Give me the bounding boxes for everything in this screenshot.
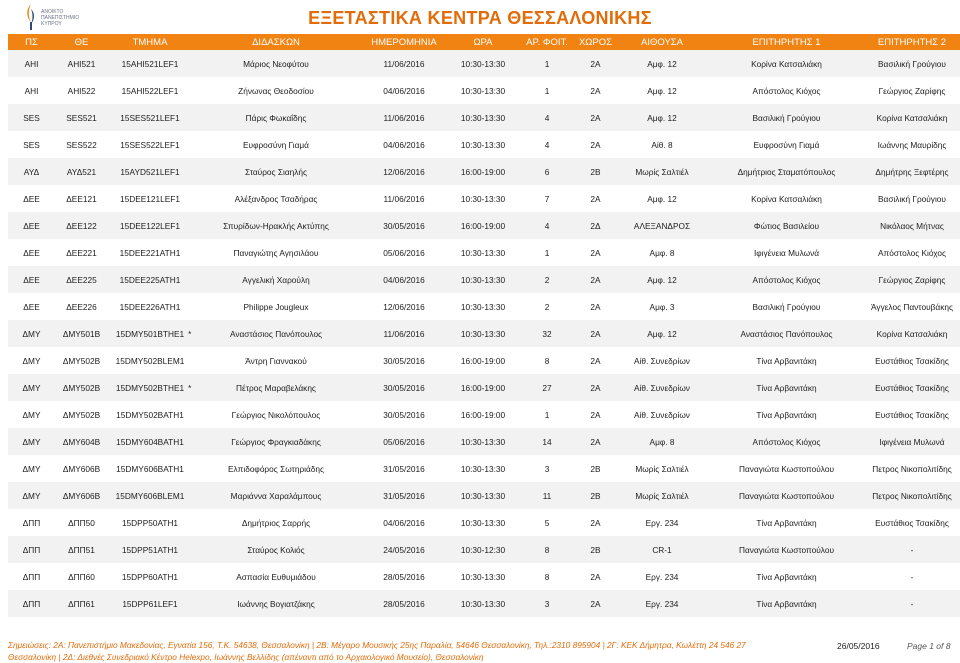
date-cell: 30/05/2016 [360, 212, 448, 239]
supervisor1-cell: Παναγιώτα Κωστοπούλου [709, 455, 864, 482]
supervisor2-cell: - [864, 590, 960, 617]
page-title: ΕΞΕΤΑΣΤΙΚΑ ΚΕΝΤΡΑ ΘΕΣΣΑΛΟΝΙΚΗΣ [308, 8, 652, 28]
xoros-cell: 2Β [576, 482, 615, 509]
time-cell: 16:00-19:00 [448, 347, 518, 374]
students-cell: 27 [518, 374, 576, 401]
tmima-code: 15DEE121LEF1 [120, 193, 180, 204]
supervisor2-cell: Απόστολος Κιόχος [864, 239, 960, 266]
students-cell: 8 [518, 536, 576, 563]
tmima-code: 15DMY606BLEM1 [115, 490, 185, 501]
supervisor2-cell: Πετρος Νικοπολιτίδης [864, 482, 960, 509]
the-cell: ΔΕΕ122 [55, 212, 108, 239]
time-cell: 10:30-13:30 [448, 266, 518, 293]
tmima-cell [108, 428, 192, 455]
supervisor2-cell: - [864, 563, 960, 590]
tmima-cell [108, 239, 192, 266]
xoros-cell: 2Α [576, 509, 615, 536]
table-row [8, 428, 960, 455]
column-header: ΕΠΙΤΗΡΗΤΗΣ 2 [864, 34, 960, 50]
ps-cell: ΔΜΥ [8, 482, 55, 509]
the-cell: SES521 [55, 104, 108, 131]
ps-cell: ΔΜΥ [8, 374, 55, 401]
table-row [8, 50, 960, 77]
students-cell: 2 [518, 293, 576, 320]
aithousa-cell: Αμφ. 8 [615, 428, 709, 455]
ps-cell: ΔΕΕ [8, 266, 55, 293]
xoros-cell: 2Α [576, 239, 615, 266]
didaskon-cell: Άντρη Γιαννακού [192, 347, 360, 374]
students-cell: 1 [518, 50, 576, 77]
table-row [8, 293, 960, 320]
didaskon-cell: Παναγιώτης Αγησιλάου [192, 239, 360, 266]
tmima-code: 15DMY502BTHE1 [115, 382, 185, 393]
time-cell: 10:30-13:30 [448, 563, 518, 590]
tmima-code: 15ΑΗΙ521LEF1 [121, 58, 179, 69]
table-row [8, 131, 960, 158]
ps-cell: ΑΥΔ [8, 158, 55, 185]
tmima-code: 15AYD521LEF1 [120, 166, 180, 177]
xoros-cell: 2Α [576, 320, 615, 347]
time-cell: 16:00-19:00 [448, 158, 518, 185]
supervisor2-cell: Ευστάθιος Τσακίδης [864, 347, 960, 374]
didaskon-cell: Γεώργιος Νικολόπουλος [192, 401, 360, 428]
tmima-cell [108, 320, 192, 347]
tmima-code: 15DEE226ATH1 [119, 301, 181, 312]
supervisor1-cell: Παναγιώτα Κωστοπούλου [709, 482, 864, 509]
tmima-cell [108, 563, 192, 590]
xoros-cell: 2Β [576, 158, 615, 185]
aithousa-cell: Μωρίς Σαλτιέλ [615, 455, 709, 482]
tmima-code: 15DPP60ATH1 [121, 571, 179, 582]
ps-cell: ΔΕΕ [8, 185, 55, 212]
page-number: Page 1 of 8 [907, 641, 951, 651]
time-cell: 16:00-19:00 [448, 374, 518, 401]
time-cell: 10:30-13:30 [448, 50, 518, 77]
the-cell: ΔΜΥ606Β [55, 482, 108, 509]
students-cell: 1 [518, 401, 576, 428]
date-cell: 11/06/2016 [360, 104, 448, 131]
date-cell: 04/06/2016 [360, 77, 448, 104]
table-row [8, 455, 960, 482]
supervisor1-cell: Τίνα Αρβανιτάκη [709, 509, 864, 536]
ps-cell: ΔΜΥ [8, 320, 55, 347]
ps-cell: SES [8, 104, 55, 131]
aithousa-cell: Μωρίς Σαλτιέλ [615, 158, 709, 185]
xoros-cell: 2Α [576, 131, 615, 158]
students-cell: 32 [518, 320, 576, 347]
table-row [8, 266, 960, 293]
column-header: ΩΡΑ [448, 34, 518, 50]
date-cell: 12/06/2016 [360, 293, 448, 320]
supervisor1-cell: Απόστολος Κιόχος [709, 77, 864, 104]
logo-line: ΚΥΠΡΟΥ [41, 21, 62, 27]
table-row [8, 563, 960, 590]
ps-cell: ΔΜΥ [8, 401, 55, 428]
aithousa-cell: Εργ. 234 [615, 590, 709, 617]
the-cell: ΔΕΕ121 [55, 185, 108, 212]
date-cell: 24/05/2016 [360, 536, 448, 563]
time-cell: 10:30-13:30 [448, 131, 518, 158]
ps-cell: ΑΗΙ [8, 77, 55, 104]
supervisor2-cell: Ευστάθιος Τσακίδης [864, 401, 960, 428]
time-cell: 10:30-13:30 [448, 428, 518, 455]
date-cell: 11/06/2016 [360, 320, 448, 347]
students-cell: 4 [518, 212, 576, 239]
tmima-cell [108, 185, 192, 212]
logo-line: ΑΝΟΙΚΤΟ [41, 9, 64, 15]
time-cell: 10:30-12:30 [448, 536, 518, 563]
supervisor1-cell: Ευφροσύνη Γιαμά [709, 131, 864, 158]
supervisor2-cell: Πετρος Νικοπολιτίδης [864, 455, 960, 482]
aithousa-cell: Εργ. 234 [615, 563, 709, 590]
didaskon-cell: Αγγελική Χαρούλη [192, 266, 360, 293]
tmima-code: 15DMY502BATH1 [116, 409, 184, 420]
supervisor2-cell: Γεώργιος Ζαρίφης [864, 77, 960, 104]
students-cell: 5 [518, 509, 576, 536]
column-header: ΠΣ [8, 34, 55, 50]
supervisor2-cell: Ιωάννης Μαυρίδης [864, 131, 960, 158]
supervisor1-cell: Τίνα Αρβανιτάκη [709, 590, 864, 617]
aithousa-cell: Αμφ. 12 [615, 104, 709, 131]
tmima-cell [108, 401, 192, 428]
table-row [8, 158, 960, 185]
tmima-code: 15DPP61LEF1 [122, 598, 178, 609]
supervisor2-cell: Άγγελος Παντουβάκης [864, 293, 960, 320]
tmima-cell [108, 77, 192, 104]
students-cell: 1 [518, 239, 576, 266]
didaskon-cell: Αλέξανδρος Τσαδήρας [192, 185, 360, 212]
tmima-code: 15DMY502BLEM1 [115, 355, 185, 366]
supervisor1-cell: Τίνα Αρβανιτάκη [709, 347, 864, 374]
tmima-code: 15DMY604BATH1 [116, 436, 184, 447]
students-cell: 6 [518, 158, 576, 185]
students-cell: 4 [518, 104, 576, 131]
table-row [8, 536, 960, 563]
xoros-cell: 2Α [576, 266, 615, 293]
aithousa-cell: Αμφ. 3 [615, 293, 709, 320]
aithousa-cell: Αμφ. 12 [615, 77, 709, 104]
didaskon-cell: Ζήνωνας Θεοδοσίου [192, 77, 360, 104]
the-cell: ΔΜΥ502Β [55, 401, 108, 428]
supervisor2-cell: Κορίνα Κατσαλιάκη [864, 104, 960, 131]
supervisor2-cell: Ευστάθιος Τσακίδης [864, 374, 960, 401]
the-cell: ΔΠΠ51 [55, 536, 108, 563]
column-header: ΧΩΡΟΣ [576, 34, 615, 50]
the-cell: ΔΠΠ60 [55, 563, 108, 590]
supervisor1-cell: Φώτιος Βασιλείου [709, 212, 864, 239]
supervisor1-cell: Τίνα Αρβανιτάκη [709, 563, 864, 590]
tmima-cell [108, 131, 192, 158]
date-cell: 30/05/2016 [360, 374, 448, 401]
didaskon-cell: Δημήτριος Σαρρής [192, 509, 360, 536]
ps-cell: ΔΜΥ [8, 428, 55, 455]
tmima-cell [108, 212, 192, 239]
didaskon-cell: Πάρις Φωκαΐδης [192, 104, 360, 131]
tmima-cell [108, 590, 192, 617]
xoros-cell: 2Α [576, 185, 615, 212]
tmima-cell [108, 536, 192, 563]
tmima-cell [108, 293, 192, 320]
supervisor2-cell: Ευστάθιος Τσακίδης [864, 509, 960, 536]
tmima-code: 15DEE221ATH1 [119, 247, 181, 258]
xoros-cell: 2Α [576, 347, 615, 374]
tmima-code: 15DEE122LEF1 [120, 220, 180, 231]
tmima-code: 15SES521LEF1 [120, 112, 180, 123]
didaskon-cell: Αναστάσιος Πανόπουλος [192, 320, 360, 347]
ps-cell: ΔΕΕ [8, 239, 55, 266]
students-cell: 8 [518, 563, 576, 590]
date-cell: 12/06/2016 [360, 158, 448, 185]
supervisor1-cell: Αναστάσιος Πανόπουλος [709, 320, 864, 347]
the-cell: ΔΕΕ225 [55, 266, 108, 293]
supervisor1-cell: Απόστολος Κιόχος [709, 266, 864, 293]
date-cell: 04/06/2016 [360, 266, 448, 293]
footer-date: 26/05/2016 [837, 641, 880, 651]
xoros-cell: 2Α [576, 428, 615, 455]
didaskon-cell: Ιωάννης Βογιατζάκης [192, 590, 360, 617]
aithousa-cell: Αίθ. Συνεδρίων [615, 374, 709, 401]
supervisor1-cell: Κορίνα Κατσαλιάκη [709, 185, 864, 212]
supervisor2-cell: Κορίνα Κατσαλιάκη [864, 320, 960, 347]
date-cell: 04/06/2016 [360, 131, 448, 158]
the-cell: ΔΠΠ61 [55, 590, 108, 617]
time-cell: 10:30-13:30 [448, 293, 518, 320]
tmima-cell [108, 374, 192, 401]
students-cell: 14 [518, 428, 576, 455]
date-cell: 11/06/2016 [360, 185, 448, 212]
tmima-code: 15DPP51ATH1 [121, 544, 179, 555]
ps-cell: ΔΕΕ [8, 212, 55, 239]
supervisor1-cell: Ιφιγένεια Μυλωνά [709, 239, 864, 266]
time-cell: 10:30-13:30 [448, 455, 518, 482]
xoros-cell: 2Α [576, 50, 615, 77]
table-row [8, 212, 960, 239]
supervisor2-cell: Γεώργιος Ζαρίφης [864, 266, 960, 293]
table-row [8, 590, 960, 617]
ps-cell: ΔΠΠ [8, 590, 55, 617]
tmima-cell [108, 50, 192, 77]
tmima-code: 15DMY606BATH1 [116, 463, 184, 474]
table-row [8, 185, 960, 212]
aithousa-cell: Αμφ. 12 [615, 185, 709, 212]
aithousa-cell: Αμφ. 12 [615, 320, 709, 347]
aithousa-cell: Αίθ. Συνεδρίων [615, 347, 709, 374]
the-cell: ΔΜΥ502Β [55, 374, 108, 401]
xoros-cell: 2Α [576, 374, 615, 401]
the-cell: ΔΠΠ50 [55, 509, 108, 536]
supervisor1-cell: Δημήτριος Σταματόπουλος [709, 158, 864, 185]
column-header: ΑΡ. ΦΟΙΤ. [518, 34, 576, 50]
students-cell: 11 [518, 482, 576, 509]
ps-cell: SES [8, 131, 55, 158]
aithousa-cell: Εργ. 234 [615, 509, 709, 536]
didaskon-cell: Σταύρος Κολιός [192, 536, 360, 563]
ps-cell: ΔΜΥ [8, 455, 55, 482]
date-cell: 05/06/2016 [360, 428, 448, 455]
date-cell: 28/05/2016 [360, 590, 448, 617]
footer-notes: Σημειώσεις: 2Α: Πανεπιστήμιο Μακεδονίας, Εγνατία 156, Τ.Κ. 54638, Θεσσαλονίκη | 2Β: Μέγαρο Μουσικής 25ης Παραλία, 54646 Θεσσαλονίκη, Τηλ.:2310 895904 | 2Γ: ΚΕΚ Δήμητρα, Κωλέττη 24 546 27 Θεσσαλονίκη | 2Δ: Διεθνές Συνεδριακό Κέντρο Helexpo, Ιωάννης Βελλίδης (απέναντι από το Αρχαιολογικό Μουσείο), Θεσσαλονίκη [8, 640, 746, 662]
ps-cell: ΔΕΕ [8, 293, 55, 320]
table-row [8, 509, 960, 536]
aithousa-cell: CR-1 [615, 536, 709, 563]
xoros-cell: 2Α [576, 401, 615, 428]
table-row [8, 347, 960, 374]
column-header: ΗΜΕΡΟΜΗΝΙΑ [360, 34, 448, 50]
ps-cell: ΔΠΠ [8, 509, 55, 536]
column-header: ΕΠΙΤΗΡΗΤΗΣ 1 [709, 34, 864, 50]
supervisor2-cell: Νικόλαος Μήτνας [864, 212, 960, 239]
supervisor1-cell: Βασιλική Γρούγιου [709, 104, 864, 131]
didaskon-cell: Μάριος Νεοφύτου [192, 50, 360, 77]
supervisor1-cell: Παναγιώτα Κωστοπούλου [709, 536, 864, 563]
tmima-code: 15DEE225ATH1 [119, 274, 181, 285]
didaskon-cell: Σταύρος Σιαηλής [192, 158, 360, 185]
didaskon-cell: Πέτρος Μαραβελάκης [192, 374, 360, 401]
xoros-cell: 2Β [576, 536, 615, 563]
tmima-cell [108, 158, 192, 185]
didaskon-cell: Σπυρίδων-Ηρακλής Ακτύπης [192, 212, 360, 239]
the-cell: ΔΜΥ501Β [55, 320, 108, 347]
time-cell: 10:30-13:30 [448, 320, 518, 347]
xoros-cell: 2Α [576, 77, 615, 104]
supervisor2-cell: Βασιλική Γρούγιου [864, 50, 960, 77]
aithousa-cell: Αμφ. 12 [615, 266, 709, 293]
didaskon-cell: Ευφροσύνη Γιαμά [192, 131, 360, 158]
column-header: ΑΙΘΟΥΣΑ [615, 34, 709, 50]
table-header-row [8, 34, 960, 50]
the-cell: ΔΜΥ606Β [55, 455, 108, 482]
the-cell: ΑΗΙ522 [55, 77, 108, 104]
didaskon-cell: Ασπασία Ευθυμιάδου [192, 563, 360, 590]
didaskon-cell: Ελπιδοφόρος Σωτηριάδης [192, 455, 360, 482]
table-row [8, 239, 960, 266]
table-row [8, 77, 960, 104]
students-cell: 8 [518, 347, 576, 374]
time-cell: 10:30-13:30 [448, 77, 518, 104]
aithousa-cell: Μωρίς Σαλτιέλ [615, 482, 709, 509]
students-cell: 7 [518, 185, 576, 212]
students-cell: 3 [518, 455, 576, 482]
table-row [8, 374, 960, 401]
students-cell: 1 [518, 77, 576, 104]
tmima-code: 15SES522LEF1 [120, 139, 180, 150]
tmima-code: 15DMY501BTHE1 [115, 328, 185, 339]
tmima-cell [108, 104, 192, 131]
date-cell: 30/05/2016 [360, 401, 448, 428]
the-cell: ΔΜΥ604Β [55, 428, 108, 455]
supervisor2-cell: - [864, 536, 960, 563]
table-row [8, 401, 960, 428]
aithousa-cell: Αίθ. 8 [615, 131, 709, 158]
supervisor1-cell: Τίνα Αρβανιτάκη [709, 374, 864, 401]
date-cell: 05/06/2016 [360, 239, 448, 266]
time-cell: 10:30-13:30 [448, 239, 518, 266]
supervisor1-cell: Βασιλική Γρούγιου [709, 293, 864, 320]
the-cell: ΑΗΙ521 [55, 50, 108, 77]
didaskon-cell: Γεώργιος Φραγκιαδάκης [192, 428, 360, 455]
time-cell: 16:00-19:00 [448, 401, 518, 428]
tmima-cell [108, 482, 192, 509]
the-cell: SES522 [55, 131, 108, 158]
date-cell: 31/05/2016 [360, 455, 448, 482]
didaskon-cell: Philippe Jougleux [192, 293, 360, 320]
xoros-cell: 2Β [576, 455, 615, 482]
students-cell: 3 [518, 590, 576, 617]
time-cell: 10:30-13:30 [448, 509, 518, 536]
aithousa-cell: Αμφ. 12 [615, 50, 709, 77]
time-cell: 10:30-13:30 [448, 482, 518, 509]
xoros-cell: 2Α [576, 104, 615, 131]
table-row [8, 320, 960, 347]
the-cell: ΔΕΕ221 [55, 239, 108, 266]
time-cell: 10:30-13:30 [448, 590, 518, 617]
time-cell: 10:30-13:30 [448, 104, 518, 131]
ps-cell: ΔΜΥ [8, 347, 55, 374]
tmima-code: 15DPP50ATH1 [121, 517, 179, 528]
time-cell: 16:00-19:00 [448, 212, 518, 239]
ps-cell: ΔΠΠ [8, 536, 55, 563]
column-header: ΘΕ [55, 34, 108, 50]
supervisor2-cell: Βασιλική Γρούγιου [864, 185, 960, 212]
didaskon-cell: Μαριάννα Χαραλάμπους [192, 482, 360, 509]
xoros-cell: 2Α [576, 293, 615, 320]
date-cell: 28/05/2016 [360, 563, 448, 590]
asterisk-marker: * [188, 382, 192, 393]
tmima-cell [108, 455, 192, 482]
exam-centers-table [8, 34, 960, 617]
tmima-cell [108, 347, 192, 374]
aithousa-cell: Αίθ. Συνεδρίων [615, 401, 709, 428]
aithousa-cell: ΑΛΕΞΑΝΔΡΟΣ [615, 212, 709, 239]
tmima-code: 15ΑΗΙ522LEF1 [121, 85, 179, 96]
tmima-cell [108, 266, 192, 293]
students-cell: 2 [518, 266, 576, 293]
table-row [8, 104, 960, 131]
time-cell: 10:30-13:30 [448, 185, 518, 212]
logo-line: ΠΑΝΕΠΙΣΤΗΜΙΟ [41, 15, 80, 21]
xoros-cell: 2Δ [576, 212, 615, 239]
date-cell: 31/05/2016 [360, 482, 448, 509]
ps-cell: ΑΗΙ [8, 50, 55, 77]
table-row [8, 482, 960, 509]
column-header: ΤΜΗΜΑ [108, 34, 192, 50]
tmima-cell [108, 509, 192, 536]
the-cell: ΑΥΔ521 [55, 158, 108, 185]
column-header: ΔΙΔΑΣΚΩΝ [192, 34, 360, 50]
aithousa-cell: Αμφ. 8 [615, 239, 709, 266]
students-cell: 4 [518, 131, 576, 158]
supervisor1-cell: Τίνα Αρβανιτάκη [709, 401, 864, 428]
supervisor1-cell: Κορίνα Κατσαλιάκη [709, 50, 864, 77]
ps-cell: ΔΠΠ [8, 563, 55, 590]
the-cell: ΔΕΕ226 [55, 293, 108, 320]
supervisor2-cell: Ιφιγένεια Μυλωνά [864, 428, 960, 455]
supervisor1-cell: Απόστολος Κιόχος [709, 428, 864, 455]
xoros-cell: 2Α [576, 563, 615, 590]
table-body [8, 50, 960, 617]
xoros-cell: 2Α [576, 590, 615, 617]
date-cell: 30/05/2016 [360, 347, 448, 374]
supervisor2-cell: Δημήτρης Ξεφτέρης [864, 158, 960, 185]
asterisk-marker: * [188, 328, 192, 339]
date-cell: 11/06/2016 [360, 50, 448, 77]
date-cell: 04/06/2016 [360, 509, 448, 536]
the-cell: ΔΜΥ502Β [55, 347, 108, 374]
